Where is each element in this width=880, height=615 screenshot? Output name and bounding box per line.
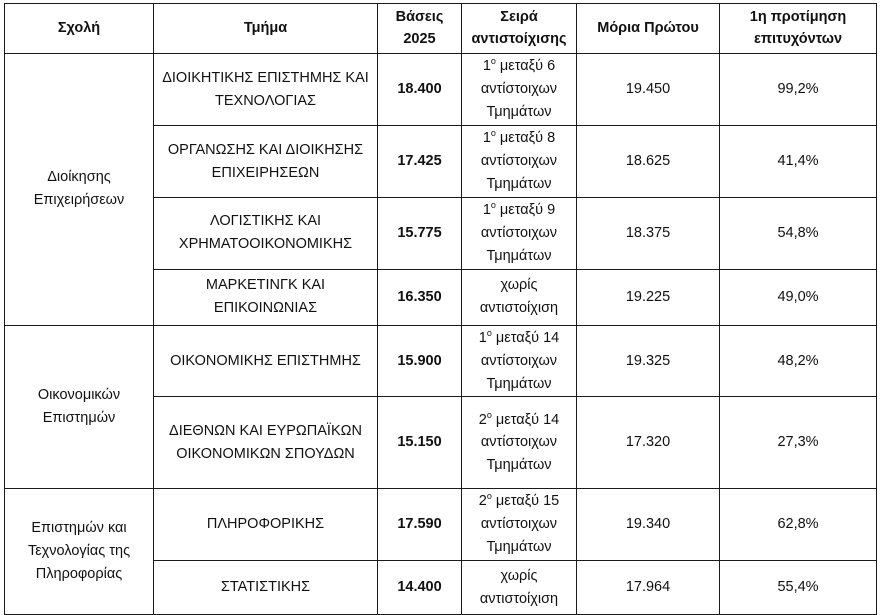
rank-number: 1 — [482, 202, 491, 218]
rank-cell — [462, 325, 577, 397]
school-cell: Οικονομικών Επιστημών — [5, 325, 154, 489]
base-score-cell: 15.900 — [378, 325, 462, 397]
header-rank — [462, 4, 577, 54]
rank-plain: χωρίς αντιστοίχιση — [479, 277, 559, 317]
rank-ordinal: ο — [490, 200, 496, 211]
first-pref-cell: 62,8% — [720, 489, 877, 561]
rank-cell — [462, 397, 577, 489]
first-pref-cell: 54,8% — [720, 198, 877, 270]
header-base-line1: Βάσεις — [395, 9, 444, 26]
department-cell: ΣΤΑΤΙΣΤΙΚΗΣ — [154, 561, 378, 615]
first-pref-cell: 27,3% — [720, 397, 877, 489]
base-score-cell: 17.590 — [378, 489, 462, 561]
rank-cell — [462, 561, 577, 615]
first-pref-cell: 41,4% — [720, 126, 877, 198]
header-rank-line1: Σειρά — [500, 9, 538, 26]
first-pref-cell: 49,0% — [720, 269, 877, 325]
table-row — [5, 325, 877, 397]
department-cell: ΔΙΕΘΝΩΝ ΚΑΙ ΕΥΡΩΠΑΪΚΩΝ ΟΙΚΟΝΟΜΙΚΩΝ ΣΠΟΥΔΩΝ — [154, 397, 378, 489]
top-score-cell: 17.964 — [577, 561, 720, 615]
rank-ordinal: ο — [490, 128, 496, 139]
rank-number: 1 — [482, 58, 491, 75]
rank-cell — [462, 54, 577, 126]
base-score-cell: 15.150 — [378, 397, 462, 489]
rank-text: μεταξύ 6 αντίστοιχων Τμημάτων — [480, 58, 558, 120]
top-score-cell: 19.225 — [577, 269, 720, 325]
top-score-cell: 19.325 — [577, 325, 720, 397]
rank-text: μεταξύ 15 αντίστοιχων Τμημάτων — [480, 493, 560, 556]
rank-cell — [462, 126, 577, 198]
department-cell: ΔΙΟΙΚΗΤΙΚΗΣ ΕΠΙΣΤΗΜΗΣ ΚΑΙ ΤΕΧΝΟΛΟΓΙΑΣ — [154, 54, 378, 126]
rank-cell — [462, 269, 577, 325]
header-top-score: Μόρια Πρώτου — [577, 4, 720, 54]
rank-number: 1 — [478, 329, 487, 346]
header-rank-line2: αντιστοίχισης — [471, 30, 567, 47]
first-pref-cell: 55,4% — [720, 561, 877, 615]
base-score-cell: 14.400 — [378, 561, 462, 615]
header-first-pref — [720, 4, 877, 54]
department-cell: ΛΟΓΙΣΤΙΚΗΣ ΚΑΙ ΧΡΗΜΑΤΟΟΙΚΟΝΟΜΙΚΗΣ — [154, 198, 378, 270]
rank-text: μεταξύ 14 αντίστοιχων Τμημάτων — [480, 411, 560, 474]
department-cell: ΜΑΡΚΕΤΙΝΓΚ ΚΑΙ ΕΠΙΚΟΙΝΩΝΙΑΣ — [154, 269, 378, 325]
department-cell: ΟΙΚΟΝΟΜΙΚΗΣ ΕΠΙΣΤΗΜΗΣ — [154, 325, 378, 397]
header-pref-line2: επιτυχόντων — [753, 30, 843, 47]
header-department: Τμήμα — [154, 4, 378, 54]
table-row — [5, 489, 877, 561]
rank-plain: χωρίς αντιστοίχιση — [479, 567, 559, 607]
rank-number: 2 — [478, 411, 487, 428]
base-score-cell: 15.775 — [378, 198, 462, 270]
rank-number: 2 — [478, 493, 487, 510]
top-score-cell: 19.450 — [577, 54, 720, 126]
top-score-cell: 17.320 — [577, 397, 720, 489]
top-score-cell: 18.625 — [577, 126, 720, 198]
rank-ordinal: ο — [490, 56, 496, 67]
rank-cell — [462, 198, 577, 270]
base-score-cell: 16.350 — [378, 269, 462, 325]
rank-ordinal: ο — [486, 491, 492, 502]
school-cell: Επιστημών και Τεχνολογίας της Πληροφορίας — [5, 489, 154, 615]
header-row — [5, 4, 877, 54]
top-score-cell: 19.340 — [577, 489, 720, 561]
header-school: Σχολή — [5, 4, 154, 54]
department-cell: ΟΡΓΑΝΩΣΗΣ ΚΑΙ ΔΙΟΙΚΗΣΗΣ ΕΠΙΧΕΙΡΗΣΕΩΝ — [154, 126, 378, 198]
first-pref-cell: 99,2% — [720, 54, 877, 126]
rank-cell — [462, 489, 577, 561]
base-score-cell: 18.400 — [378, 54, 462, 126]
department-cell: ΠΛΗΡΟΦΟΡΙΚΗΣ — [154, 489, 378, 561]
rank-ordinal: ο — [486, 327, 492, 338]
rank-ordinal: ο — [486, 409, 492, 420]
rank-text: μεταξύ 9 αντίστοιχων Τμημάτων — [480, 202, 558, 264]
header-base — [378, 4, 462, 54]
table-row — [5, 54, 877, 126]
header-pref-line1: 1η προτίμηση — [749, 9, 847, 26]
rank-text: μεταξύ 14 αντίστοιχων Τμημάτων — [480, 329, 560, 392]
school-cell: Διοίκησης Επιχειρήσεων — [5, 54, 154, 326]
rank-number: 1 — [482, 130, 491, 147]
header-base-line2: 2025 — [403, 30, 436, 47]
admissions-table — [4, 3, 877, 615]
base-score-cell: 17.425 — [378, 126, 462, 198]
rank-text: μεταξύ 8 αντίστοιχων Τμημάτων — [480, 130, 558, 192]
first-pref-cell: 48,2% — [720, 325, 877, 397]
top-score-cell: 18.375 — [577, 198, 720, 270]
